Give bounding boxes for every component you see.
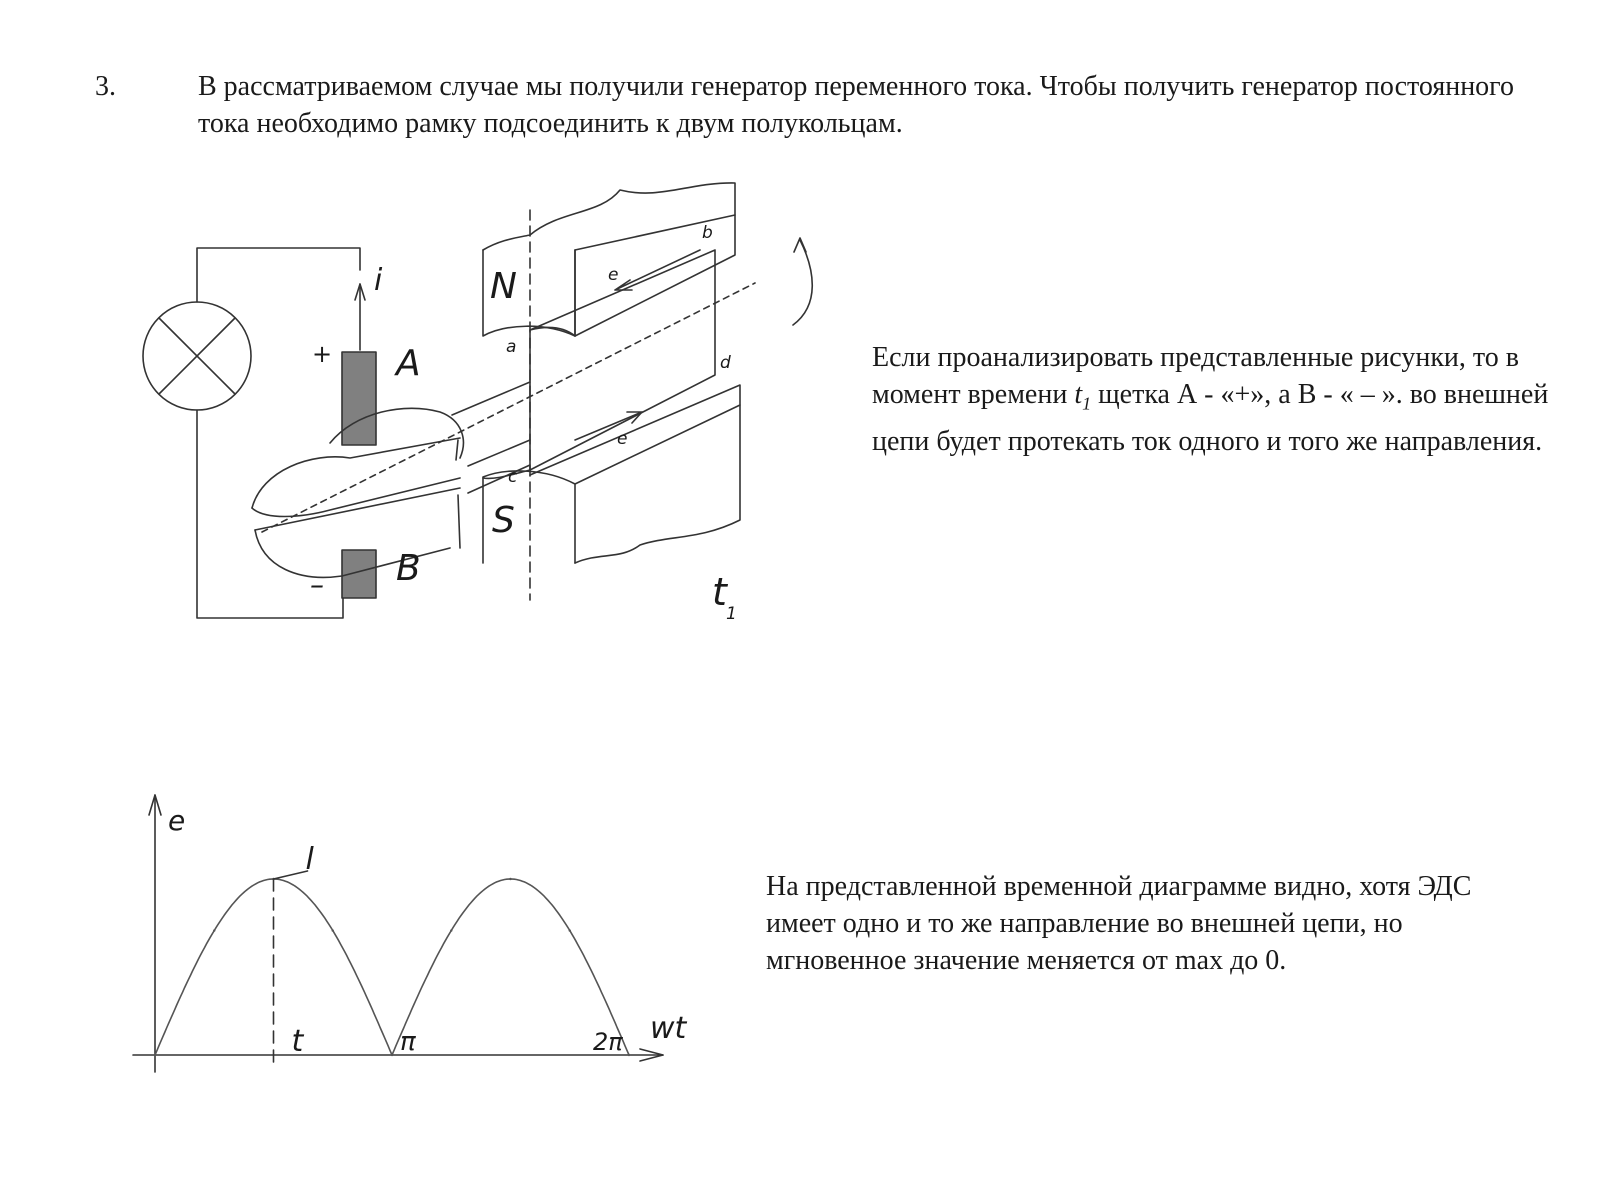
diagram-explanation-paragraph: На представленной временной диаграмме видно, хотя ЭДС имеет одно и то же направление во внешней цепи, но мгновенное значение меняется от max до 0. (766, 871, 1472, 976)
time-subscript: 1 (726, 604, 737, 624)
marker-label: l (305, 842, 314, 877)
brush-a-label: A (396, 343, 421, 384)
x-tick-label-pi: π (400, 1027, 416, 1057)
series-point (450, 929, 452, 931)
corner-c-label: c (508, 467, 518, 487)
corner-b-label: b (702, 223, 713, 243)
x-tick-label-2pi: 2π (593, 1028, 623, 1056)
series-point (332, 929, 334, 931)
series-point (391, 1054, 393, 1056)
series-point (628, 1054, 630, 1056)
marker-tick-label: t (291, 1024, 304, 1059)
time-label: t (712, 570, 727, 614)
series-point (569, 929, 571, 931)
series-line-emf (155, 879, 629, 1055)
corner-d-label: d (720, 353, 731, 373)
minus-label: – (310, 568, 324, 601)
para1-t-symbol: t (1074, 379, 1083, 410)
marker-leader-line (274, 871, 308, 879)
current-label: i (374, 263, 383, 298)
plus-label: + (312, 340, 333, 368)
y-axis-label: e (168, 804, 186, 837)
item-number: 3. (95, 71, 116, 102)
emf-bottom-label: e (617, 429, 628, 449)
series-point (509, 878, 511, 880)
emf-top-label: e (608, 265, 619, 285)
intro-paragraph: В рассматриваемом случае мы получили генератор переменного тока. Чтобы получить генератор постоянного тока необходимо рамку подсоединить к двум полукольцам. (198, 71, 1514, 139)
series-point (154, 1054, 156, 1056)
x-axis-label: wt (650, 1011, 687, 1046)
para1-t-subscript: 1 (1082, 393, 1092, 414)
pole-n-label: N (490, 266, 517, 307)
para1-after: щетка А - «+», а В - « – ». во внешней цепи будет протекать ток одного и того же направления. (872, 379, 1549, 457)
para1-before: Если проанализировать представленные рисунки, то в момент времени (872, 342, 1520, 410)
series-point (213, 929, 215, 931)
corner-a-label: a (506, 337, 517, 357)
pole-s-label: S (492, 500, 515, 541)
brush-b-label: B (396, 548, 421, 589)
